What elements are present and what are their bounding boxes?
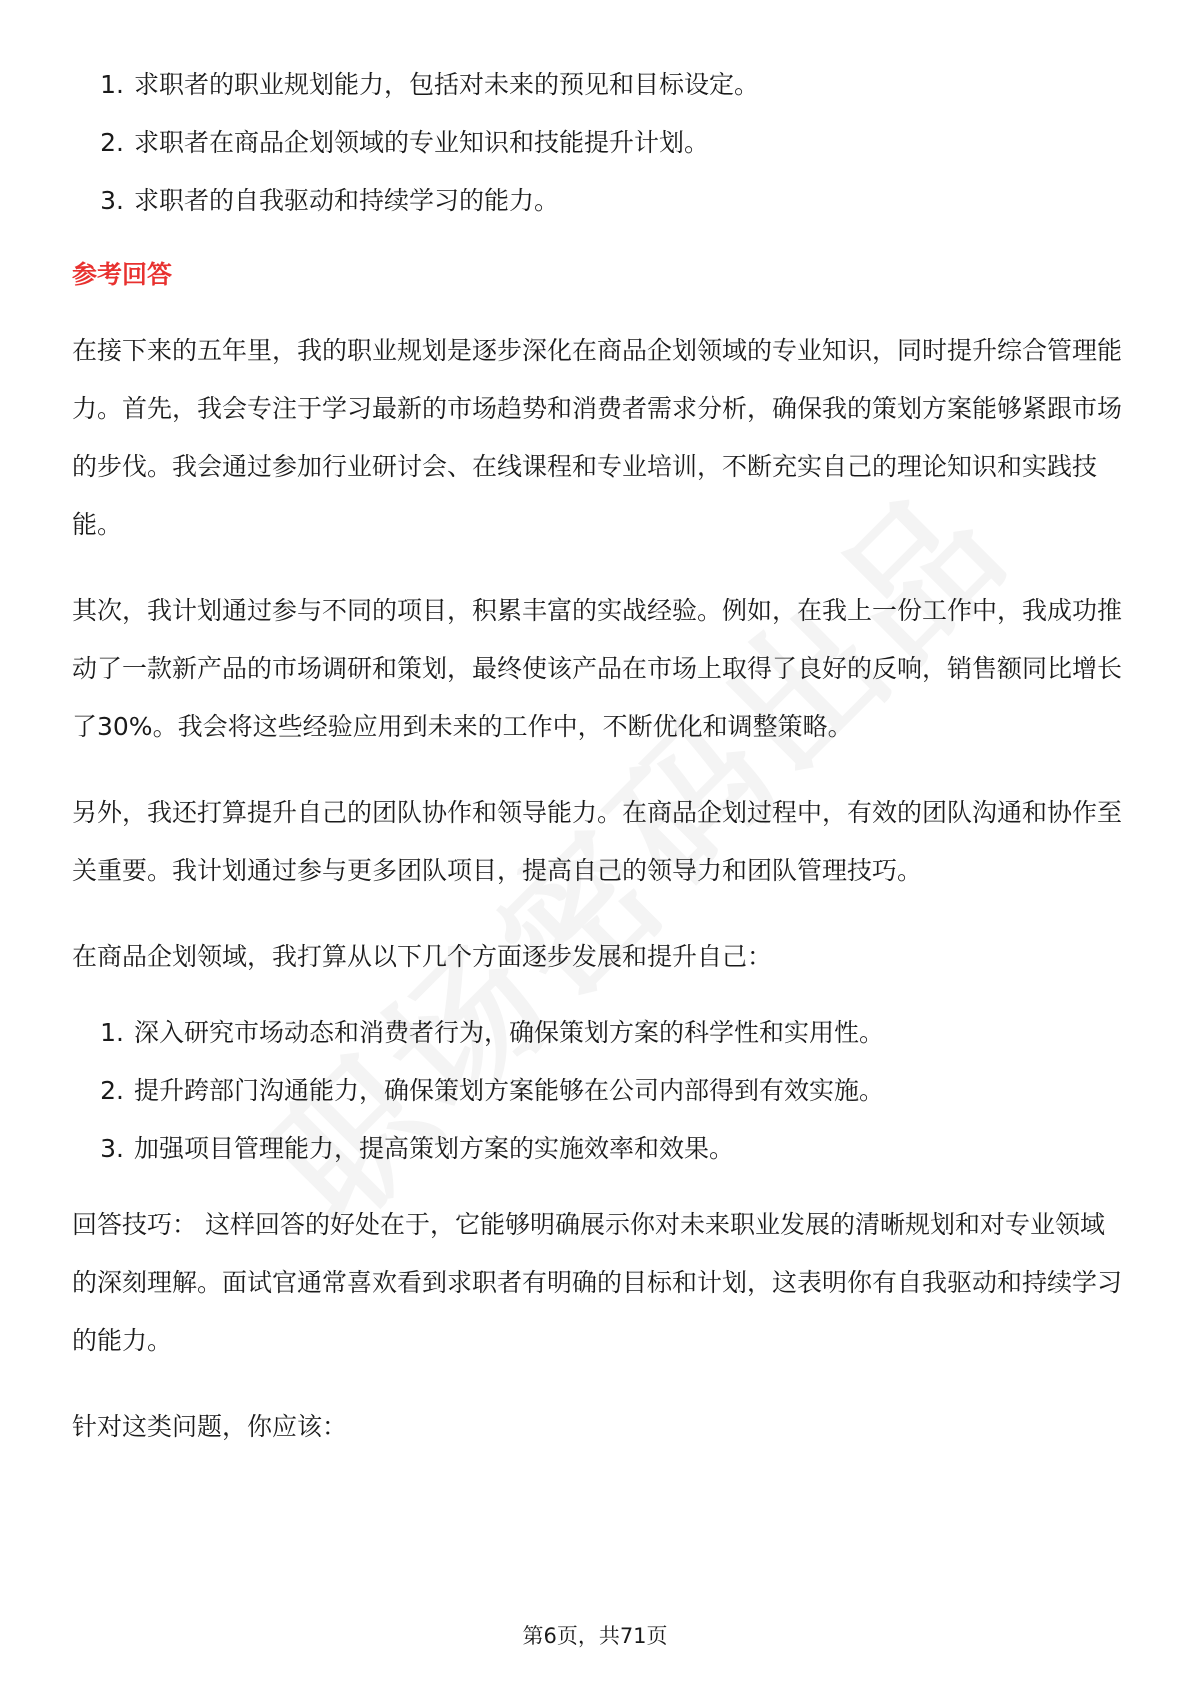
list-text: 加强项目管理能力，提高策划方案的实施效率和效果。 <box>134 1134 735 1163</box>
list-text: 深入研究市场动态和消费者行为，确保策划方案的科学性和实用性。 <box>134 1018 885 1047</box>
list-item <box>72 56 1122 114</box>
list-number: 3. <box>100 186 124 215</box>
list-item <box>72 114 1122 172</box>
paragraph: 另外，我还打算提升自己的团队协作和领导能力。在商品企划过程中，有效的团队沟通和协作至关重要。我计划通过参与更多团队项目，提高自己的领导力和团队管理技巧。 <box>72 798 1123 885</box>
page-footer: 第6页，共71页 <box>522 1624 668 1648</box>
answer-tips: 回答技巧： 这样回答的好处在于，它能够明确展示你对未来职业发展的清晰规划和对专业领域的深刻理解。面试官通常喜欢看到求职者有明确的目标和计划，这表明你有自我驱动和持续学习的能力。 <box>72 1210 1123 1355</box>
answer-heading: 参考回答 <box>72 260 173 289</box>
list-text: 求职者的职业规划能力，包括对未来的预见和目标设定。 <box>134 70 760 99</box>
list-number: 2. <box>100 128 124 157</box>
list-item <box>72 1004 1122 1062</box>
paragraph: 其次，我计划通过参与不同的项目，积累丰富的实战经验。例如，在我上一份工作中，我成功推动了一款新产品的市场调研和策划，最终使该产品在市场上取得了良好的反响，销售额同比增长了30%。我会将这些经验应用到未来的工作中，不断优化和调整策略。 <box>72 596 1123 741</box>
list-number: 3. <box>100 1134 124 1163</box>
development-list <box>72 1004 1122 1178</box>
content <box>72 56 1122 1456</box>
list-text: 求职者的自我驱动和持续学习的能力。 <box>134 186 560 215</box>
list-text: 提升跨部门沟通能力，确保策划方案能够在公司内部得到有效实施。 <box>134 1076 885 1105</box>
list-text: 求职者在商品企划领域的专业知识和技能提升计划。 <box>134 128 710 157</box>
list-item <box>72 1120 1122 1178</box>
paragraph: 在接下来的五年里，我的职业规划是逐步深化在商品企划领域的专业知识，同时提升综合管理能力。首先，我会专注于学习最新的市场趋势和消费者需求分析，确保我的策划方案能够紧跟市场的步伐。我会通过参加行业研讨会、在线课程和专业培训，不断充实自己的理论知识和实践技能。 <box>72 336 1123 539</box>
list-number: 1. <box>100 70 124 99</box>
list-number: 2. <box>100 1076 124 1105</box>
evaluation-list <box>72 56 1122 230</box>
list-item <box>72 172 1122 230</box>
list-item <box>72 1062 1122 1120</box>
paragraph: 在商品企划领域，我打算从以下几个方面逐步发展和提升自己： <box>72 942 773 971</box>
closing-line: 针对这类问题，你应该： <box>72 1412 348 1441</box>
list-number: 1. <box>100 1018 124 1047</box>
